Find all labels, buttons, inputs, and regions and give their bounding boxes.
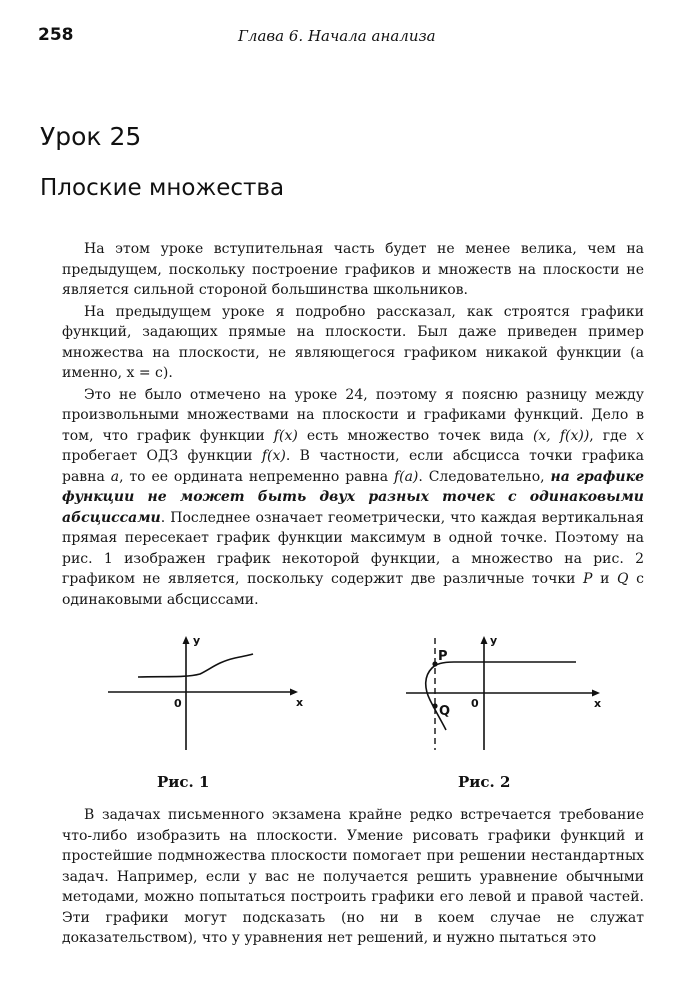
intro-text-block — [62, 239, 644, 610]
x-axis-label: x — [594, 697, 602, 710]
paragraph-3: Это не было отмечено на уроке 24, поэтому я поясню разницу между произвольными множествами на плоскости и графиками функций. Дело в том, что график функции f(x) есть множество точек вида (x, f(x)), где x пробегает ОДЗ функции f(x). В частности, если абсцисса точки графика равна a, то ее ордината непременно равна f(a). Следовательно, на графике функции не может быть двух разных точек с одинаковыми абсциссами. Последнее означает геометрически, что каждая вертикальная прямая пересекает график функции максимум в одной точке. Поэтому на рис. 1 изображен график некоторой функции, а множество на рис. 2 графиком не является, поскольку содержит две различные точки P и Q с одинаковыми абсциссами. — [62, 386, 645, 608]
closing-text-block — [62, 805, 644, 949]
figure-1-function-graph — [100, 630, 320, 760]
set-curve — [426, 662, 576, 730]
running-title: Глава 6. Начала анализа — [238, 27, 436, 45]
x-axis-label: x — [296, 696, 304, 709]
point-q-marker — [432, 703, 437, 708]
point-p-label: P — [438, 649, 448, 664]
point-p-marker — [432, 661, 437, 666]
x-axis-arrow — [592, 690, 600, 697]
emphasized-statement: на графике функции не может быть двух разных точек с одинаковыми абсциссами — [62, 468, 644, 526]
page-number: 258 — [38, 25, 74, 45]
y-axis-arrow — [183, 636, 190, 644]
paragraph-4: В задачах письменного экзамена крайне редко встречается требование что-либо изобразить на плоскости. Умение рисовать графики функций и простейшие подмножества плоскости помогает при решении нестандартных задач. Например, если у вас не получается решить уравнение обычными методами, можно попытаться построить графики его левой и правой частей. Эти графики могут подсказать (но ни в коем случае не служат доказательством), что у уравнения нет решений, и нужно пытаться это — [62, 807, 644, 946]
point-q-label: Q — [439, 704, 451, 719]
figure-2-caption: Рис. 2 — [458, 773, 511, 791]
function-curve — [138, 654, 253, 677]
section-title: Плоские множества — [40, 175, 285, 201]
y-axis-arrow — [481, 636, 488, 644]
paragraph-2: На предыдущем уроке я подробно рассказал, как строятся графики функций, задающих прямые на плоскости. Был даже приведен пример множества на плоскости, не являющегося графиком никакой функции (а именно, x = c). — [62, 303, 644, 381]
lesson-title: Урок 25 — [40, 122, 142, 151]
figure-2-non-function-set — [398, 630, 608, 760]
x-axis-arrow — [290, 689, 298, 696]
origin-label: 0 — [471, 697, 479, 710]
origin-label: 0 — [174, 697, 182, 710]
paragraph-1: На этом уроке вступительная часть будет не менее велика, чем на предыдущем, поскольку построение графиков и множеств на плоскости не является сильной стороной большинства школьников. — [62, 241, 644, 298]
y-axis-label: y — [490, 634, 498, 647]
figure-1-caption: Рис. 1 — [157, 773, 210, 791]
y-axis-label: y — [193, 634, 201, 647]
